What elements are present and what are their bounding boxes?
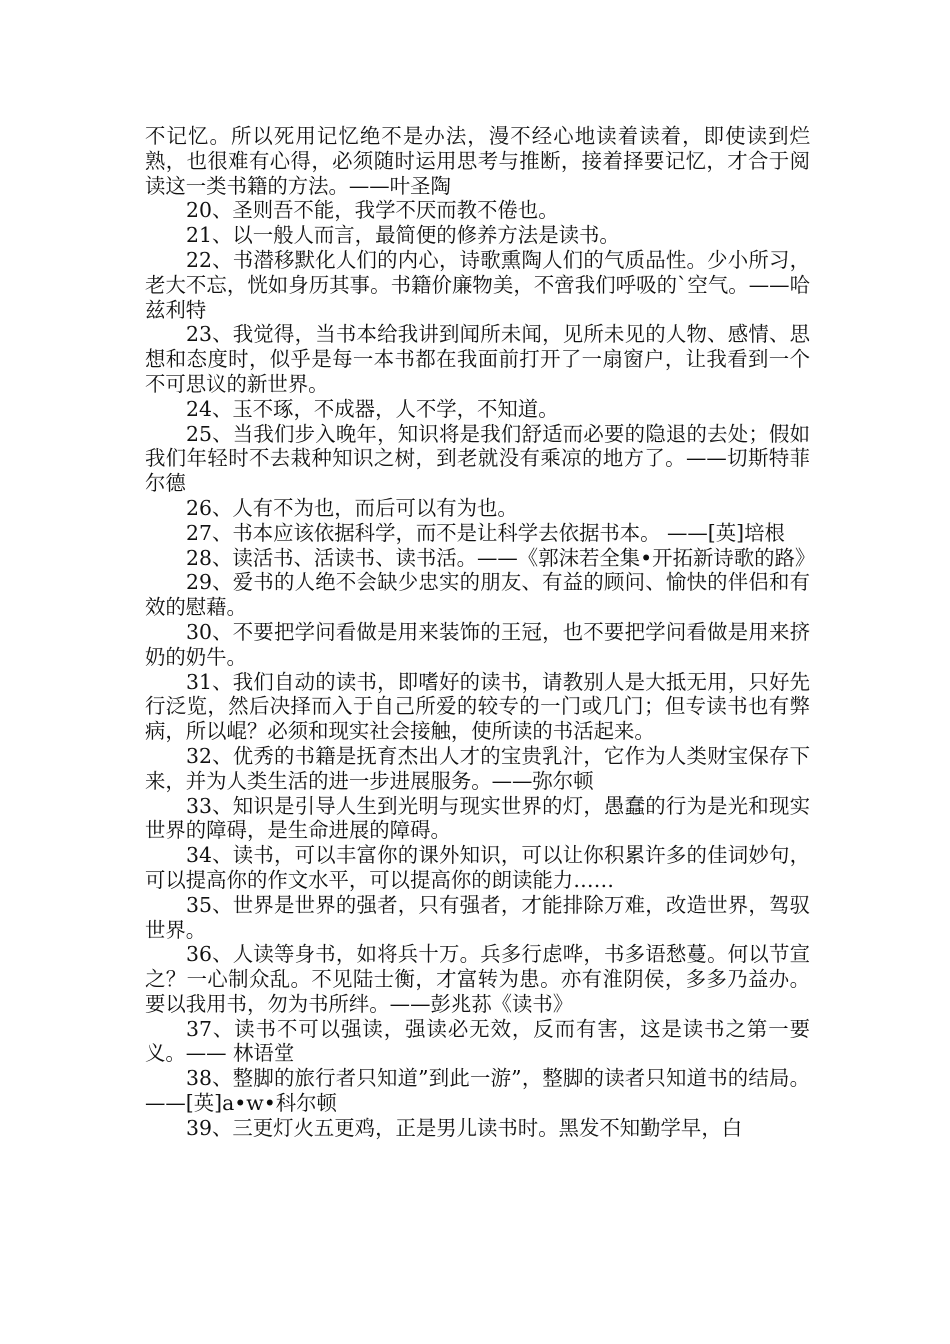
quote-35: 35、世界是世界的强者，只有强者，才能排除万难，改造世界，驾驭世界。	[145, 892, 810, 942]
quote-29: 29、爱书的人绝不会缺少忠实的朋友、有益的顾问、愉快的伴侣和有效的慰藉。	[145, 570, 810, 620]
quote-28: 28、读活书、活读书、读书活。——《郭沫若全集•开拓新诗歌的路》	[186, 545, 816, 570]
quote-39: 39、三更灯火五更鸡，正是男儿读书时。黑发不知勤学早，白	[186, 1115, 743, 1140]
quote-30: 30、不要把学问看做是用来装饰的王冠，也不要把学问看做是用来挤奶的奶牛。	[145, 619, 810, 669]
document-body	[145, 124, 816, 1141]
quote-22: 22、书潜移默化人们的内心，诗歌熏陶人们的气质品性。少小所习，老大不忘，恍如身历其事。书籍价廉物美，不啻我们呼吸的`空气。——哈兹利特	[145, 247, 810, 322]
quote-24: 24、玉不琢，不成器，人不学，不知道。	[186, 396, 559, 421]
quote-38: 38、整脚的旅行者只知道”到此一游”，整脚的读者只知道书的结局。 ——[英]a•w•科尔顿	[145, 1066, 810, 1116]
quote-23: 23、我觉得，当书本给我讲到闻所未闻，见所未见的人物、感情、思想和态度时，似乎是每一本书都在我面前打开了一扇窗户，让我看到一个不可思议的新世界。	[145, 322, 810, 396]
quote-27: 27、书本应该依据科学，而不是让科学去依据书本。 ——[英]培根	[186, 520, 785, 545]
quote-31: 31、我们自动的读书，即嗜好的读书，请教别人是大抵无用，只好先行泛览，然后决择而入于自己所爱的较专的一门或几门；但专读书也有弊病，所以崐？必须和现实社会接触，使所读的书活起来。	[145, 669, 810, 744]
quote-25: 25、当我们步入晚年，知识将是我们舒适而必要的隐退的去处；假如我们年轻时不去栽种知识之树，到老就没有乘凉的地方了。——切斯特菲尔德	[145, 421, 810, 496]
quote-32: 32、优秀的书籍是抚育杰出人才的宝贵乳汁，它作为人类财宝保存下来，并为人类生活的进一步进展服务。——弥尔顿	[145, 743, 810, 793]
quote-26: 26、人有不为也，而后可以有为也。	[186, 495, 518, 520]
quote-37: 37、读书不可以强读，强读必无效，反而有害，这是读书之第一要义。—— 林语堂	[145, 1016, 810, 1066]
quote-20: 20、圣则吾不能，我学不厌而教不倦也。	[186, 198, 559, 223]
paragraph-continuation: 不记忆。所以死用记忆绝不是办法，漫不经心地读着读着，即使读到烂熟，也很难有心得，必须随时运用思考与推断，接着择要记忆，才合于阅读这一类书籍的方法。——叶圣陶	[145, 124, 810, 198]
quote-33: 33、知识是引导人生到光明与现实世界的灯，愚蠢的行为是光和现实世界的障碍，是生命进展的障碍。	[145, 793, 810, 843]
quote-34: 34、读书，可以丰富你的课外知识，可以让你积累许多的佳词妙句，可以提高你的作文水平，可以提高你的朗读能力……	[145, 843, 810, 892]
quote-36: 36、人读等身书，如将兵十万。兵多行虑哗，书多语愁蔓。何以节宣之？一心制众乱。不见陆士衡，才富转为患。亦有淮阴侯，多多乃益办。要以我用书，勿为书所绊。——彭兆荪《读书》	[145, 942, 810, 1016]
quote-21: 21、以一般人而言，最简便的修养方法是读书。	[186, 223, 620, 248]
